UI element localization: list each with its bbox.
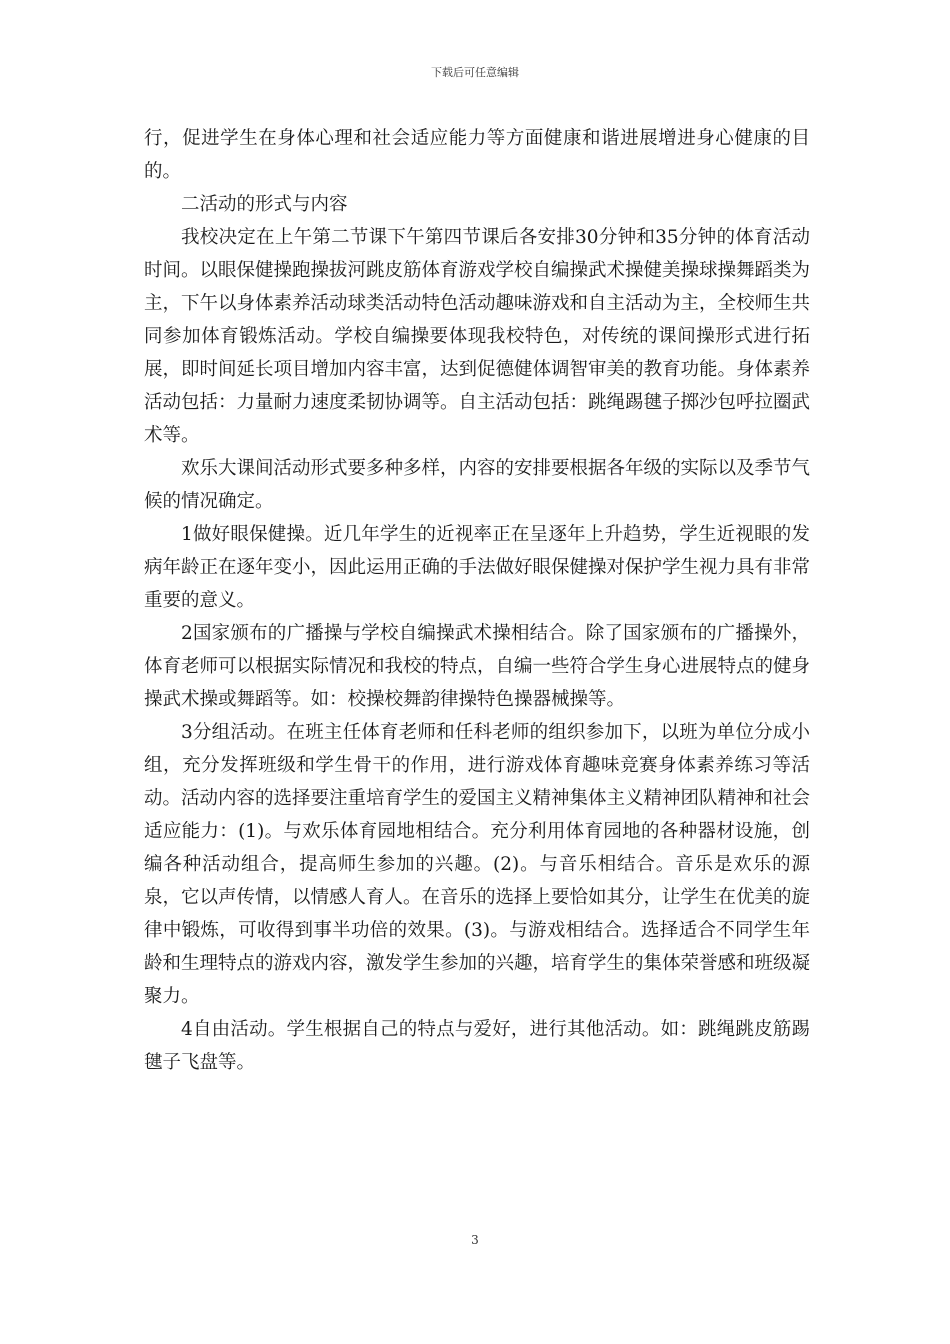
document-body	[144, 122, 810, 1079]
list-item-1: 1做好眼保健操。近几年学生的近视率正在呈逐年上升趋势，学生近视眼的发病年龄正在逐年变小，因此运用正确的手法做好眼保健操对保护学生视力具有非常重要的意义。	[144, 524, 811, 611]
list-item-3: 3分组活动。在班主任体育老师和任科老师的组织参加下，以班为单位分成小组，充分发挥班级和学生骨干的作用，进行游戏体育趣味竞赛身体素养练习等活动。活动内容的选择要注重培育学生的爱国主义精神集体主义精神团队精神和社会适应能力：(1)。与欢乐体育园地相结合。充分利用体育园地的各种器材设施，创编各种活动组合，提高师生参加的兴趣。(2)。与音乐相结合。音乐是欢乐的源泉，它以声传情，以情感人育人。在音乐的选择上要恰如其分，让学生在优美的旋律中锻炼，可收得到事半功倍的效果。(3)。与游戏相结合。选择适合不同学生年龄和生理特点的游戏内容，激发学生参加的兴趣，培育学生的集体荣誉感和班级凝聚力。	[144, 722, 811, 1007]
paragraph: 欢乐大课间活动形式要多种多样，内容的安排要根据各年级的实际以及季节气候的情况确定。	[144, 458, 811, 512]
paragraph-continuation: 行，促进学生在身体心理和社会适应能力等方面健康和谐进展增进身心健康的目的。	[144, 128, 810, 182]
paragraph: 我校决定在上午第二节课下午第四节课后各安排30分钟和35分钟的体育活动时间。以眼保健操跑操拔河跳皮筋体育游戏学校自编操武术操健美操球操舞蹈类为主，下午以身体素养活动球类活动特色活动趣味游戏和自主活动为主，全校师生共同参加体育锻炼活动。学校自编操要体现我校特色，对传统的课间操形式进行拓展，即时间延长项目增加内容丰富，达到促德健体调智审美的教育功能。身体素养活动包括：力量耐力速度柔韧协调等。自主活动包括：跳绳踢毽子掷沙包呼拉圈武术等。	[144, 227, 811, 446]
section-heading: 二活动的形式与内容	[181, 194, 348, 215]
list-item-4: 4自由活动。学生根据自己的特点与爱好，进行其他活动。如：跳绳跳皮筋踢毽子飞盘等。	[144, 1019, 810, 1073]
page-number: 3	[471, 1233, 479, 1247]
page-header: 下载后可任意编辑	[431, 66, 519, 79]
list-item-2: 2国家颁布的广播操与学校自编操武术操相结合。除了国家颁布的广播操外，体育老师可以根据实际情况和我校的特点，自编一些符合学生身心进展特点的健身操武术操或舞蹈等。如：校操校舞韵律操特色操器械操等。	[144, 623, 811, 710]
